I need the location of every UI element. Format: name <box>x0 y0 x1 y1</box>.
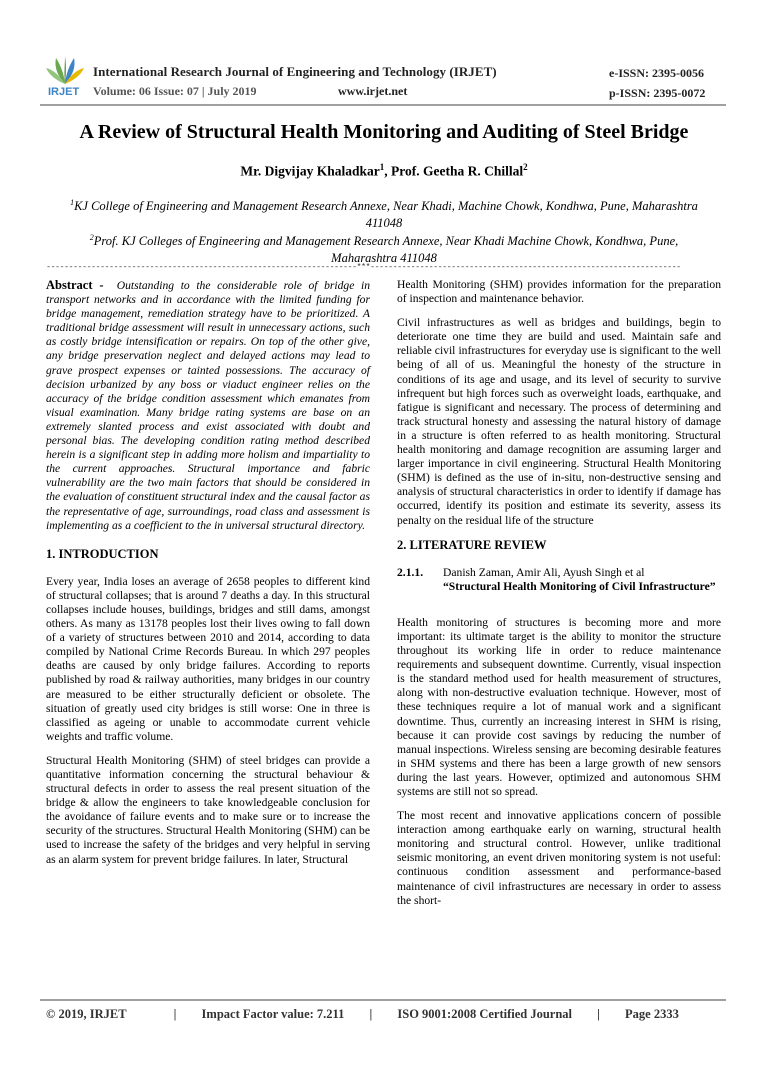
right-column <box>397 278 721 918</box>
affiliation-2-text: Prof. KJ Colleges of Engineering and Management Research Annexe, Near Khadi Machine Chowk, Kondhwa, Pune, Maharashtra 411048 <box>93 234 679 266</box>
page-footer <box>46 1007 726 1022</box>
literature-heading: 2. LITERATURE REVIEW <box>397 537 547 552</box>
footer-divider-1: | <box>173 1007 177 1021</box>
journal-title: International Research Journal of Engineering and Technology (IRJET) <box>93 64 497 79</box>
p-issn: p-ISSN: 2395-0072 <box>609 86 706 100</box>
literature-item-authors: Danish Zaman, Amir Ali, Ayush Singh et al <box>443 565 645 579</box>
footer-copyright: © 2019, IRJET <box>46 1007 127 1021</box>
shm-paragraph-1: Health Monitoring (SHM) provides information for the preparation of inspection and maintenance behavior. <box>397 278 721 306</box>
footer-divider-3: | <box>597 1007 600 1021</box>
footer-divider-2: | <box>369 1007 373 1021</box>
abstract-label: Abstract - <box>46 278 104 292</box>
footer-rule <box>40 999 726 1001</box>
footer-iso: ISO 9001:2008 Certified Journal <box>397 1007 573 1021</box>
paper-authors <box>0 162 768 180</box>
header-rule <box>40 104 726 106</box>
irjet-logo <box>44 54 86 100</box>
author-2-sup: 2 <box>523 162 528 172</box>
author-1-sup: 1 <box>379 162 385 172</box>
e-issn: e-ISSN: 2395-0056 <box>609 66 704 80</box>
left-column <box>46 278 370 877</box>
abstract-text: Outstanding to the considerable role of bridge in transport networks and in accordance with the limited funding for bridge management, remediation strategy have to be prioritized. A traditional bridge assessment will result in unnecessary actions, such as costly bridge intensification or repairs. On top of the other give, any bridge preservation neglect and delayed actions may lead to grave prospect expenses or tainted possessions. The accuracy of decision urbanized by any boss or viaduct engineer relies on the accuracy of the bridge condition assessment which emanates from visual examination. Many bridge rating systems are base on an extremely slanted process and exist associated with doubt and personal bias. The developing condition rating method described herein is a significant step in adding more holism and impartiality to the current approaches. Structural importance and fabric vulnerability are the two main factors that should be considered in the evaluation of constituent structural index and the causal factor as the representative of age, surroundings, road class and assessment is implementing as a coefficient to the in universal structural directory. <box>46 279 371 532</box>
intro-paragraph-2: Structural Health Monitoring (SHM) of steel bridges can provide a quantitative information concerning the structural behaviour & structural defects in order to assess the real present situation of the bridge & allow the engineers to take knowledgeable conclusion for the avoidance of failure events and to make sure or to increase the security of the structures. Structural Health Monitoring (SHM) can be used to increase the safety of the bridges and very helpful in serving as an alarm system for prevent bridge failures. In later, Structural <box>46 753 370 866</box>
journal-website: www.irjet.net <box>338 84 408 98</box>
paper-title: A Review of Structural Health Monitoring and Auditing of Steel Bridge <box>79 121 689 143</box>
shm-paragraph-2: Civil infrastructures as well as bridges and buildings, begin to deteriorate one time they are build and used. Maintain safe and reliable civil infrastructures for everyday use is significant to the well being of all of us. Meaningful the honesty of the structure in conditions of its age and usage, and its level of security to survive infrequent but high forces such as overweight loads, earthquake, and fatigue is significant and necessary. The process of determining and track structural honesty and assessing the natural history of damage in a structure is often referred to as health monitoring. Structural health monitoring and damage recognition are assuming larger and larger importance in civil engineering. Structural Health Monitoring (SHM) is defined as the use of in-situ, non-destructive sensing and analysis of structural characteristics in order to identify if damage has occurred, identify its position and estimate its severity, assess its penalty on the residual life of the structure <box>397 316 721 527</box>
section-separator: ---------------------------------------------------------------------***--------------------------------------------------------------------- <box>46 262 681 272</box>
affiliation-1 <box>60 194 708 232</box>
literature-item-number: 2.1.1. <box>397 565 424 579</box>
literature-item-title: “Structural Health Monitoring of Civil Infrastructure” <box>443 579 716 593</box>
literature-paragraph-1: Health monitoring of structures is becoming more and more important: its ultimate target is the ability to monitor the structure throughout its working life in order to reduce maintenance requirements and subsequent downtime. Currently, visual inspection is the standard method used for health measurement of structures, along with non-destructive evaluation technique. However, most of these techniques require a lot of manual work and a significant downtime. Thus, currently an increasing interest in SHM is rising, because it can provide cost savings by reducing the number of manual inspections. Wireless sensing are becoming desirable features in SHM systems and there has been a large growth of new sensors during the last years. However, optimized and autonomous SHM systems are still not so spread. <box>397 615 721 798</box>
affiliation-2-sup: 2 <box>89 233 94 242</box>
intro-heading: 1. INTRODUCTION <box>46 546 159 561</box>
author-1: Mr. Digvijay Khaladkar <box>240 163 380 179</box>
literature-item-body <box>443 566 721 594</box>
literature-paragraph-2: The most recent and innovative applications concern of possible interaction among earthquake early on warning, structural health monitoring and structural control. However, unlike traditional seismic monitoring, an event driven monitoring system is not useful: continuous condition assessment and performance-based maintenance of civil infrastructures are necessary in order to assess the short- <box>397 809 721 907</box>
logo-text: IRJET <box>48 86 80 98</box>
literature-item <box>397 566 721 594</box>
volume-issue: Volume: 06 Issue: 07 | July 2019 <box>93 84 257 98</box>
footer-page-number: Page 2333 <box>625 1007 679 1021</box>
intro-paragraph-1: Every year, India loses an average of 2658 peoples to different kind of structural collapses; that is around 7 deaths a day. In this structural collapses include houses, buildings, bridges and still dams, amongst others. As many as 13178 peoples lost their lives owing to fall down of a variety of structures between 2010 and 2014, according to data compiled by National Crime Records Bureau. In which 297 peoples deaths are caused by only bridge failures. According to reports published by road & railway authorities, many bridges in our country are measured to be either structurally deficient or obsolete. The situation of greatly used city bridges is still worse: One in three is classified as ageing or unable to accommodate current vehicle weights and traffic volume. <box>46 574 370 743</box>
affiliation-1-text: KJ College of Engineering and Management Research Annexe, Near Khadi, Machine Chowk, Kondhwa, Pune, Maharashtra 411048 <box>74 199 698 231</box>
abstract <box>46 278 370 533</box>
affiliation-1-sup: 1 <box>70 198 75 207</box>
footer-impact-factor: Impact Factor value: 7.211 <box>201 1007 345 1021</box>
author-2: , Prof. Geetha R. Chillal <box>384 163 524 179</box>
